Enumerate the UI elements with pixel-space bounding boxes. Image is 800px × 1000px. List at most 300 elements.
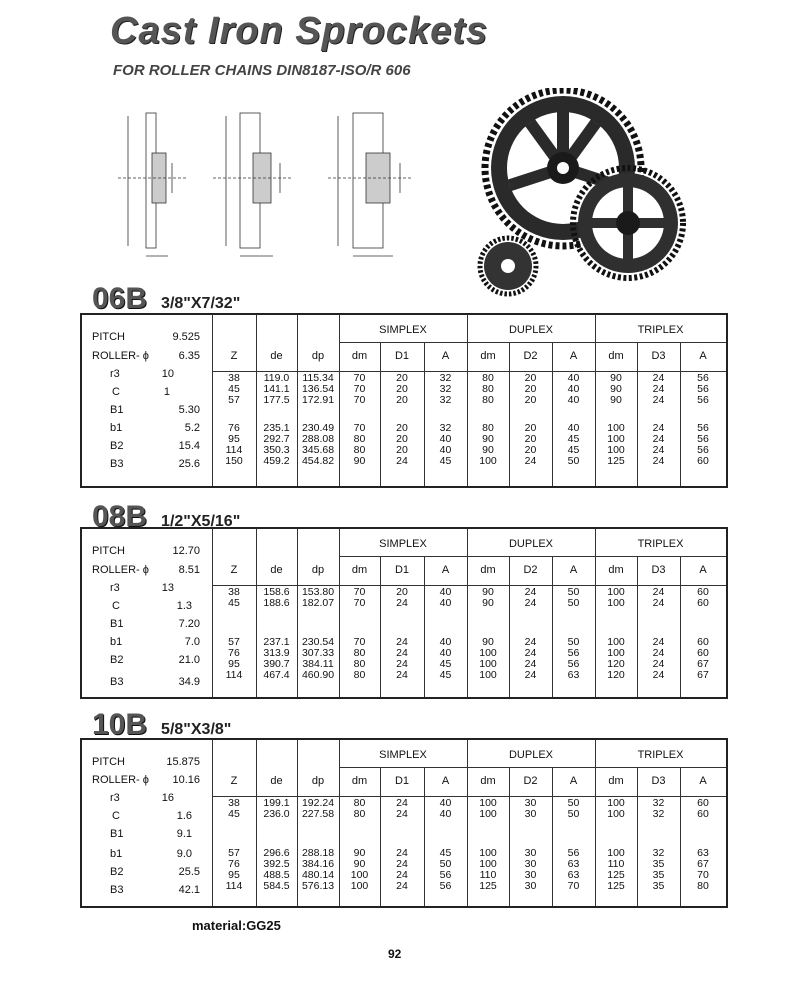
table-cell: 100 xyxy=(350,869,369,881)
table-cell: 57 xyxy=(228,636,240,648)
table-cell: 30 xyxy=(524,808,537,820)
table-cell: 32 xyxy=(439,422,452,434)
section-code: 10B xyxy=(92,708,148,741)
table-cell: 24 xyxy=(396,658,408,670)
prop-value: 15.875 xyxy=(166,756,200,768)
table-cell: 60 xyxy=(697,647,709,659)
table-cell: 30 xyxy=(524,847,537,859)
table-cell: 70 xyxy=(353,586,366,598)
prop-b3 xyxy=(82,676,212,694)
table-cell: 100 xyxy=(479,847,497,859)
table-cell: 90 xyxy=(353,847,366,859)
table-cell: 56 xyxy=(567,647,580,659)
table-cell: 24 xyxy=(396,669,408,681)
col-dp: dp xyxy=(311,775,325,787)
prop-c xyxy=(82,810,212,828)
section-spec: 3/8"X7/32" xyxy=(161,295,241,312)
table-cell: 56 xyxy=(567,847,580,859)
table-cell: 30 xyxy=(524,858,537,870)
table-cell: 67 xyxy=(697,858,709,870)
table-cell: 100 xyxy=(607,847,625,859)
table-cell: 80 xyxy=(482,394,494,406)
col-triplex-a: A xyxy=(699,564,707,576)
table-cell: 56 xyxy=(439,869,452,881)
table-cell: 56 xyxy=(697,372,709,384)
table-cell: 67 xyxy=(697,658,709,670)
table-cell: 288.08 xyxy=(301,433,335,445)
value-column xyxy=(467,373,509,406)
table-cell: 100 xyxy=(479,658,497,670)
table-cell: 20 xyxy=(396,433,408,445)
value-column xyxy=(256,798,297,820)
section-10b-heading xyxy=(92,708,231,742)
table-cell: 100 xyxy=(607,433,625,445)
table-cell: 80 xyxy=(482,372,494,384)
table-cell: 56 xyxy=(697,383,709,395)
table-cell: 392.5 xyxy=(263,858,290,870)
value-column xyxy=(380,587,424,609)
value-column xyxy=(339,848,380,892)
prop-label: PITCH xyxy=(92,756,125,768)
table-cell: 95 xyxy=(228,869,240,881)
table-10b xyxy=(80,738,728,908)
table-cell: 50 xyxy=(567,808,580,820)
table-cell: 56 xyxy=(697,433,709,445)
group-duplex: DUPLEX xyxy=(508,749,554,761)
value-column xyxy=(256,848,297,892)
col-duplex-a: A xyxy=(569,775,578,787)
table-cell: 80 xyxy=(353,433,366,445)
prop-label: ROLLER- ϕ xyxy=(92,350,149,362)
table-cell: 24 xyxy=(396,647,408,659)
table-cell: 24 xyxy=(396,636,408,648)
prop-c xyxy=(82,600,212,618)
table-cell: 40 xyxy=(439,444,452,456)
value-column xyxy=(339,373,380,406)
table-cell: 32 xyxy=(439,372,452,384)
table-cell: 40 xyxy=(567,383,580,395)
table-cell: 60 xyxy=(697,597,709,609)
table-cell: 24 xyxy=(396,808,408,820)
header-divider xyxy=(212,371,726,372)
table-cell: 40 xyxy=(439,433,452,445)
property-panel xyxy=(82,529,213,697)
value-column xyxy=(595,637,637,681)
page-title: Cast Iron Sprockets xyxy=(110,10,488,52)
table-cell: 125 xyxy=(607,880,625,892)
table-cell: 24 xyxy=(524,597,537,609)
table-cell: 20 xyxy=(396,372,408,384)
data-grid xyxy=(212,740,726,906)
property-panel xyxy=(82,315,213,486)
table-cell: 80 xyxy=(482,422,494,434)
col-duplex-dm: dm xyxy=(480,775,496,787)
table-cell: 80 xyxy=(697,880,709,892)
table-cell: 70 xyxy=(353,422,366,434)
col-simplex-a: A xyxy=(441,350,450,362)
table-cell: 236.0 xyxy=(263,808,290,820)
table-cell: 63 xyxy=(567,858,580,870)
prop-label: C xyxy=(112,386,120,398)
value-column xyxy=(297,587,339,609)
group-divider xyxy=(339,767,726,768)
prop-r3 xyxy=(82,368,212,386)
value-column xyxy=(212,798,256,820)
table-cell: 150 xyxy=(225,455,243,467)
table-cell: 24 xyxy=(652,636,665,648)
value-column xyxy=(339,798,380,820)
prop-label: C xyxy=(112,600,120,612)
table-cell: 384.11 xyxy=(302,658,334,670)
value-column xyxy=(680,373,726,406)
table-cell: 100 xyxy=(607,586,625,598)
drawing-simplex xyxy=(118,113,188,256)
table-cell: 114 xyxy=(225,444,243,456)
value-column xyxy=(256,423,297,467)
prop-value: 42.1 xyxy=(178,884,200,896)
value-column xyxy=(380,637,424,681)
value-column xyxy=(595,798,637,820)
table-cell: 63 xyxy=(567,869,580,881)
table-cell: 24 xyxy=(652,433,665,445)
col-duplex-d2: D2 xyxy=(523,775,538,787)
value-column xyxy=(297,848,339,892)
table-cell: 20 xyxy=(524,444,537,456)
table-cell: 24 xyxy=(652,444,665,456)
table-cell: 40 xyxy=(439,647,452,659)
col-duplex-dm: dm xyxy=(480,350,496,362)
table-cell: 454.82 xyxy=(301,455,335,467)
prop-pitch xyxy=(82,756,212,774)
table-cell: 24 xyxy=(524,586,537,598)
value-column xyxy=(637,848,680,892)
prop-label: B3 xyxy=(110,458,124,470)
table-cell: 24 xyxy=(652,422,665,434)
value-column xyxy=(552,587,595,609)
table-cell: 100 xyxy=(607,444,625,456)
col-duplex-a: A xyxy=(569,564,578,576)
table-cell: 60 xyxy=(697,808,709,820)
prop-value: 5.2 xyxy=(184,422,200,434)
value-column xyxy=(256,637,297,681)
value-column xyxy=(212,637,256,681)
table-cell: 384.16 xyxy=(301,858,335,870)
section-06b-heading xyxy=(92,282,240,316)
table-cell: 188.6 xyxy=(263,597,290,609)
value-column xyxy=(297,373,339,406)
table-cell: 32 xyxy=(652,808,665,820)
value-column xyxy=(552,798,595,820)
table-cell: 460.90 xyxy=(301,669,335,681)
table-cell: 20 xyxy=(524,422,537,434)
table-cell: 80 xyxy=(353,647,366,659)
value-column xyxy=(380,798,424,820)
table-cell: 100 xyxy=(479,455,497,467)
table-cell: 199.1 xyxy=(263,797,290,809)
table-cell: 114 xyxy=(225,669,243,681)
col-triplex-d3: D3 xyxy=(651,775,666,787)
prop-value: 9.0 xyxy=(176,848,192,860)
value-column xyxy=(637,373,680,406)
prop-label: b1 xyxy=(110,848,123,860)
table-cell: 100 xyxy=(479,808,497,820)
table-cell: 70 xyxy=(353,372,366,384)
value-column xyxy=(509,587,552,609)
prop-label: B1 xyxy=(110,404,124,416)
prop-value: 7.0 xyxy=(184,636,200,648)
value-column xyxy=(680,423,726,467)
value-column xyxy=(637,587,680,609)
table-cell: 40 xyxy=(439,797,452,809)
col-dp: dp xyxy=(311,564,325,576)
col-duplex-d2: D2 xyxy=(523,350,538,362)
table-cell: 38 xyxy=(228,586,240,598)
table-cell: 24 xyxy=(396,455,408,467)
value-column xyxy=(680,798,726,820)
table-cell: 70 xyxy=(567,880,580,892)
value-column xyxy=(424,373,467,406)
table-cell: 153.80 xyxy=(301,586,335,598)
table-cell: 24 xyxy=(396,597,408,609)
prop-label: PITCH xyxy=(92,545,125,557)
value-column xyxy=(637,423,680,467)
table-cell: 38 xyxy=(228,797,240,809)
table-cell: 125 xyxy=(479,880,497,892)
table-cell: 24 xyxy=(652,669,665,681)
table-cell: 24 xyxy=(524,636,537,648)
prop-label: b1 xyxy=(110,636,123,648)
prop-label: B2 xyxy=(110,440,124,452)
table-cell: 45 xyxy=(228,383,240,395)
col-z: Z xyxy=(230,775,238,787)
value-column xyxy=(509,798,552,820)
table-cell: 480.14 xyxy=(301,869,335,881)
table-cell: 288.18 xyxy=(301,847,335,859)
table-cell: 70 xyxy=(353,636,366,648)
value-column xyxy=(424,587,467,609)
table-cell: 32 xyxy=(439,383,452,395)
table-cell: 57 xyxy=(228,847,240,859)
table-cell: 35 xyxy=(652,869,665,881)
table-08b xyxy=(80,527,728,699)
table-cell: 32 xyxy=(652,847,665,859)
table-cell: 70 xyxy=(353,597,366,609)
table-cell: 30 xyxy=(524,880,537,892)
col-de: de xyxy=(270,350,283,362)
table-cell: 125 xyxy=(607,455,625,467)
table-cell: 45 xyxy=(228,808,240,820)
table-cell: 350.3 xyxy=(263,444,290,456)
value-column xyxy=(297,637,339,681)
value-column xyxy=(595,373,637,406)
table-cell: 390.7 xyxy=(263,658,290,670)
table-cell: 100 xyxy=(607,422,625,434)
property-panel xyxy=(82,740,213,906)
table-cell: 50 xyxy=(567,636,580,648)
table-cell: 40 xyxy=(439,636,452,648)
table-cell: 40 xyxy=(567,422,580,434)
table-cell: 313.9 xyxy=(263,647,290,659)
table-cell: 20 xyxy=(396,422,408,434)
section-spec: 5/8"X3/8" xyxy=(161,721,232,738)
table-cell: 488.5 xyxy=(263,869,290,881)
col-triplex-d3: D3 xyxy=(651,564,666,576)
table-cell: 50 xyxy=(567,586,580,598)
page-subtitle: FOR ROLLER CHAINS DIN8187-ISO/R 606 xyxy=(113,62,411,79)
table-cell: 60 xyxy=(697,636,709,648)
prop-r3 xyxy=(82,582,212,600)
table-cell: 100 xyxy=(479,797,497,809)
table-cell: 24 xyxy=(396,797,408,809)
table-cell: 40 xyxy=(439,586,452,598)
table-cell: 24 xyxy=(652,597,665,609)
prop-c xyxy=(82,386,212,404)
value-column xyxy=(509,637,552,681)
table-cell: 45 xyxy=(567,444,580,456)
table-cell: 50 xyxy=(439,858,452,870)
value-column xyxy=(595,587,637,609)
table-cell: 125 xyxy=(607,869,625,881)
table-cell: 119.0 xyxy=(263,372,290,384)
group-triplex: TRIPLEX xyxy=(637,749,684,761)
table-cell: 120 xyxy=(607,669,625,681)
table-cell: 95 xyxy=(228,658,240,670)
prop-value: 25.6 xyxy=(178,458,200,470)
prop-label: r3 xyxy=(110,582,120,594)
table-cell: 230.54 xyxy=(301,636,335,648)
material-note: material:GG25 xyxy=(192,918,281,933)
value-column xyxy=(256,373,297,406)
col-dp: dp xyxy=(311,350,325,362)
prop-value: 1.3 xyxy=(176,600,192,612)
value-column xyxy=(509,848,552,892)
table-cell: 63 xyxy=(567,669,580,681)
prop-b1-upper xyxy=(82,618,212,636)
value-column xyxy=(380,373,424,406)
table-cell: 114 xyxy=(225,880,243,892)
table-cell: 172.91 xyxy=(301,394,335,406)
table-cell: 292.7 xyxy=(263,433,290,445)
value-column xyxy=(424,848,467,892)
prop-label: B2 xyxy=(110,654,124,666)
value-column xyxy=(424,637,467,681)
prop-value: 16 xyxy=(161,792,174,804)
group-divider xyxy=(339,342,726,343)
table-cell: 100 xyxy=(479,858,497,870)
value-column xyxy=(595,848,637,892)
table-cell: 40 xyxy=(439,808,452,820)
value-column xyxy=(212,423,256,467)
prop-value: 25.5 xyxy=(178,866,200,878)
table-cell: 24 xyxy=(652,455,665,467)
prop-value: 6.35 xyxy=(178,350,200,362)
prop-roller xyxy=(82,350,212,368)
value-column xyxy=(467,587,509,609)
group-divider xyxy=(339,556,726,557)
table-cell: 38 xyxy=(228,372,240,384)
table-cell: 76 xyxy=(228,858,240,870)
table-cell: 45 xyxy=(567,433,580,445)
technical-drawings xyxy=(108,108,438,268)
table-cell: 100 xyxy=(607,808,625,820)
prop-label: B2 xyxy=(110,866,124,878)
value-column xyxy=(424,423,467,467)
table-cell: 24 xyxy=(524,647,537,659)
value-column xyxy=(212,587,256,609)
prop-value: 10 xyxy=(161,368,174,380)
table-cell: 24 xyxy=(652,658,665,670)
table-cell: 60 xyxy=(697,797,709,809)
prop-label: B1 xyxy=(110,828,124,840)
table-cell: 345.68 xyxy=(301,444,335,456)
prop-label: ROLLER- ϕ xyxy=(92,564,149,576)
value-column xyxy=(680,637,726,681)
col-de: de xyxy=(270,775,283,787)
col-triplex-dm: dm xyxy=(608,350,624,362)
col-z: Z xyxy=(230,564,238,576)
col-simplex-dm: dm xyxy=(351,350,368,362)
page-number: 92 xyxy=(388,947,402,961)
table-cell: 80 xyxy=(353,797,366,809)
prop-value: 5.30 xyxy=(178,404,200,416)
table-cell: 80 xyxy=(353,808,366,820)
table-cell: 70 xyxy=(353,383,366,395)
table-cell: 459.2 xyxy=(263,455,290,467)
prop-label: B1 xyxy=(110,618,124,630)
group-triplex: TRIPLEX xyxy=(637,538,684,550)
table-cell: 95 xyxy=(228,433,240,445)
value-column xyxy=(467,848,509,892)
table-cell: 70 xyxy=(353,394,366,406)
table-cell: 40 xyxy=(439,597,452,609)
table-cell: 50 xyxy=(567,455,580,467)
value-column xyxy=(212,373,256,406)
group-simplex: SIMPLEX xyxy=(379,324,427,336)
prop-label: B3 xyxy=(110,676,124,688)
table-cell: 63 xyxy=(697,847,709,859)
table-cell: 576.13 xyxy=(301,880,335,892)
table-cell: 90 xyxy=(353,858,366,870)
table-cell: 30 xyxy=(524,797,537,809)
table-cell: 467.4 xyxy=(263,669,290,681)
table-cell: 24 xyxy=(396,858,408,870)
value-column xyxy=(552,848,595,892)
prop-pitch xyxy=(82,331,212,349)
col-simplex-d1: D1 xyxy=(394,350,410,362)
col-duplex-dm: dm xyxy=(480,564,496,576)
table-cell: 90 xyxy=(482,444,494,456)
table-cell: 230.49 xyxy=(301,422,335,434)
table-cell: 100 xyxy=(350,880,369,892)
value-column xyxy=(637,798,680,820)
col-triplex-a: A xyxy=(699,775,707,787)
table-cell: 24 xyxy=(652,586,665,598)
col-simplex-dm: dm xyxy=(351,564,368,576)
table-cell: 24 xyxy=(652,394,665,406)
prop-value: 21.0 xyxy=(178,654,200,666)
table-cell: 90 xyxy=(610,372,622,384)
prop-label: C xyxy=(112,810,120,822)
data-grid xyxy=(212,529,726,697)
group-duplex: DUPLEX xyxy=(508,538,554,550)
table-cell: 24 xyxy=(524,455,537,467)
table-cell: 35 xyxy=(652,880,665,892)
value-column xyxy=(339,423,380,467)
table-cell: 56 xyxy=(697,422,709,434)
table-cell: 20 xyxy=(524,394,537,406)
table-cell: 45 xyxy=(439,455,452,467)
value-column xyxy=(297,423,339,467)
